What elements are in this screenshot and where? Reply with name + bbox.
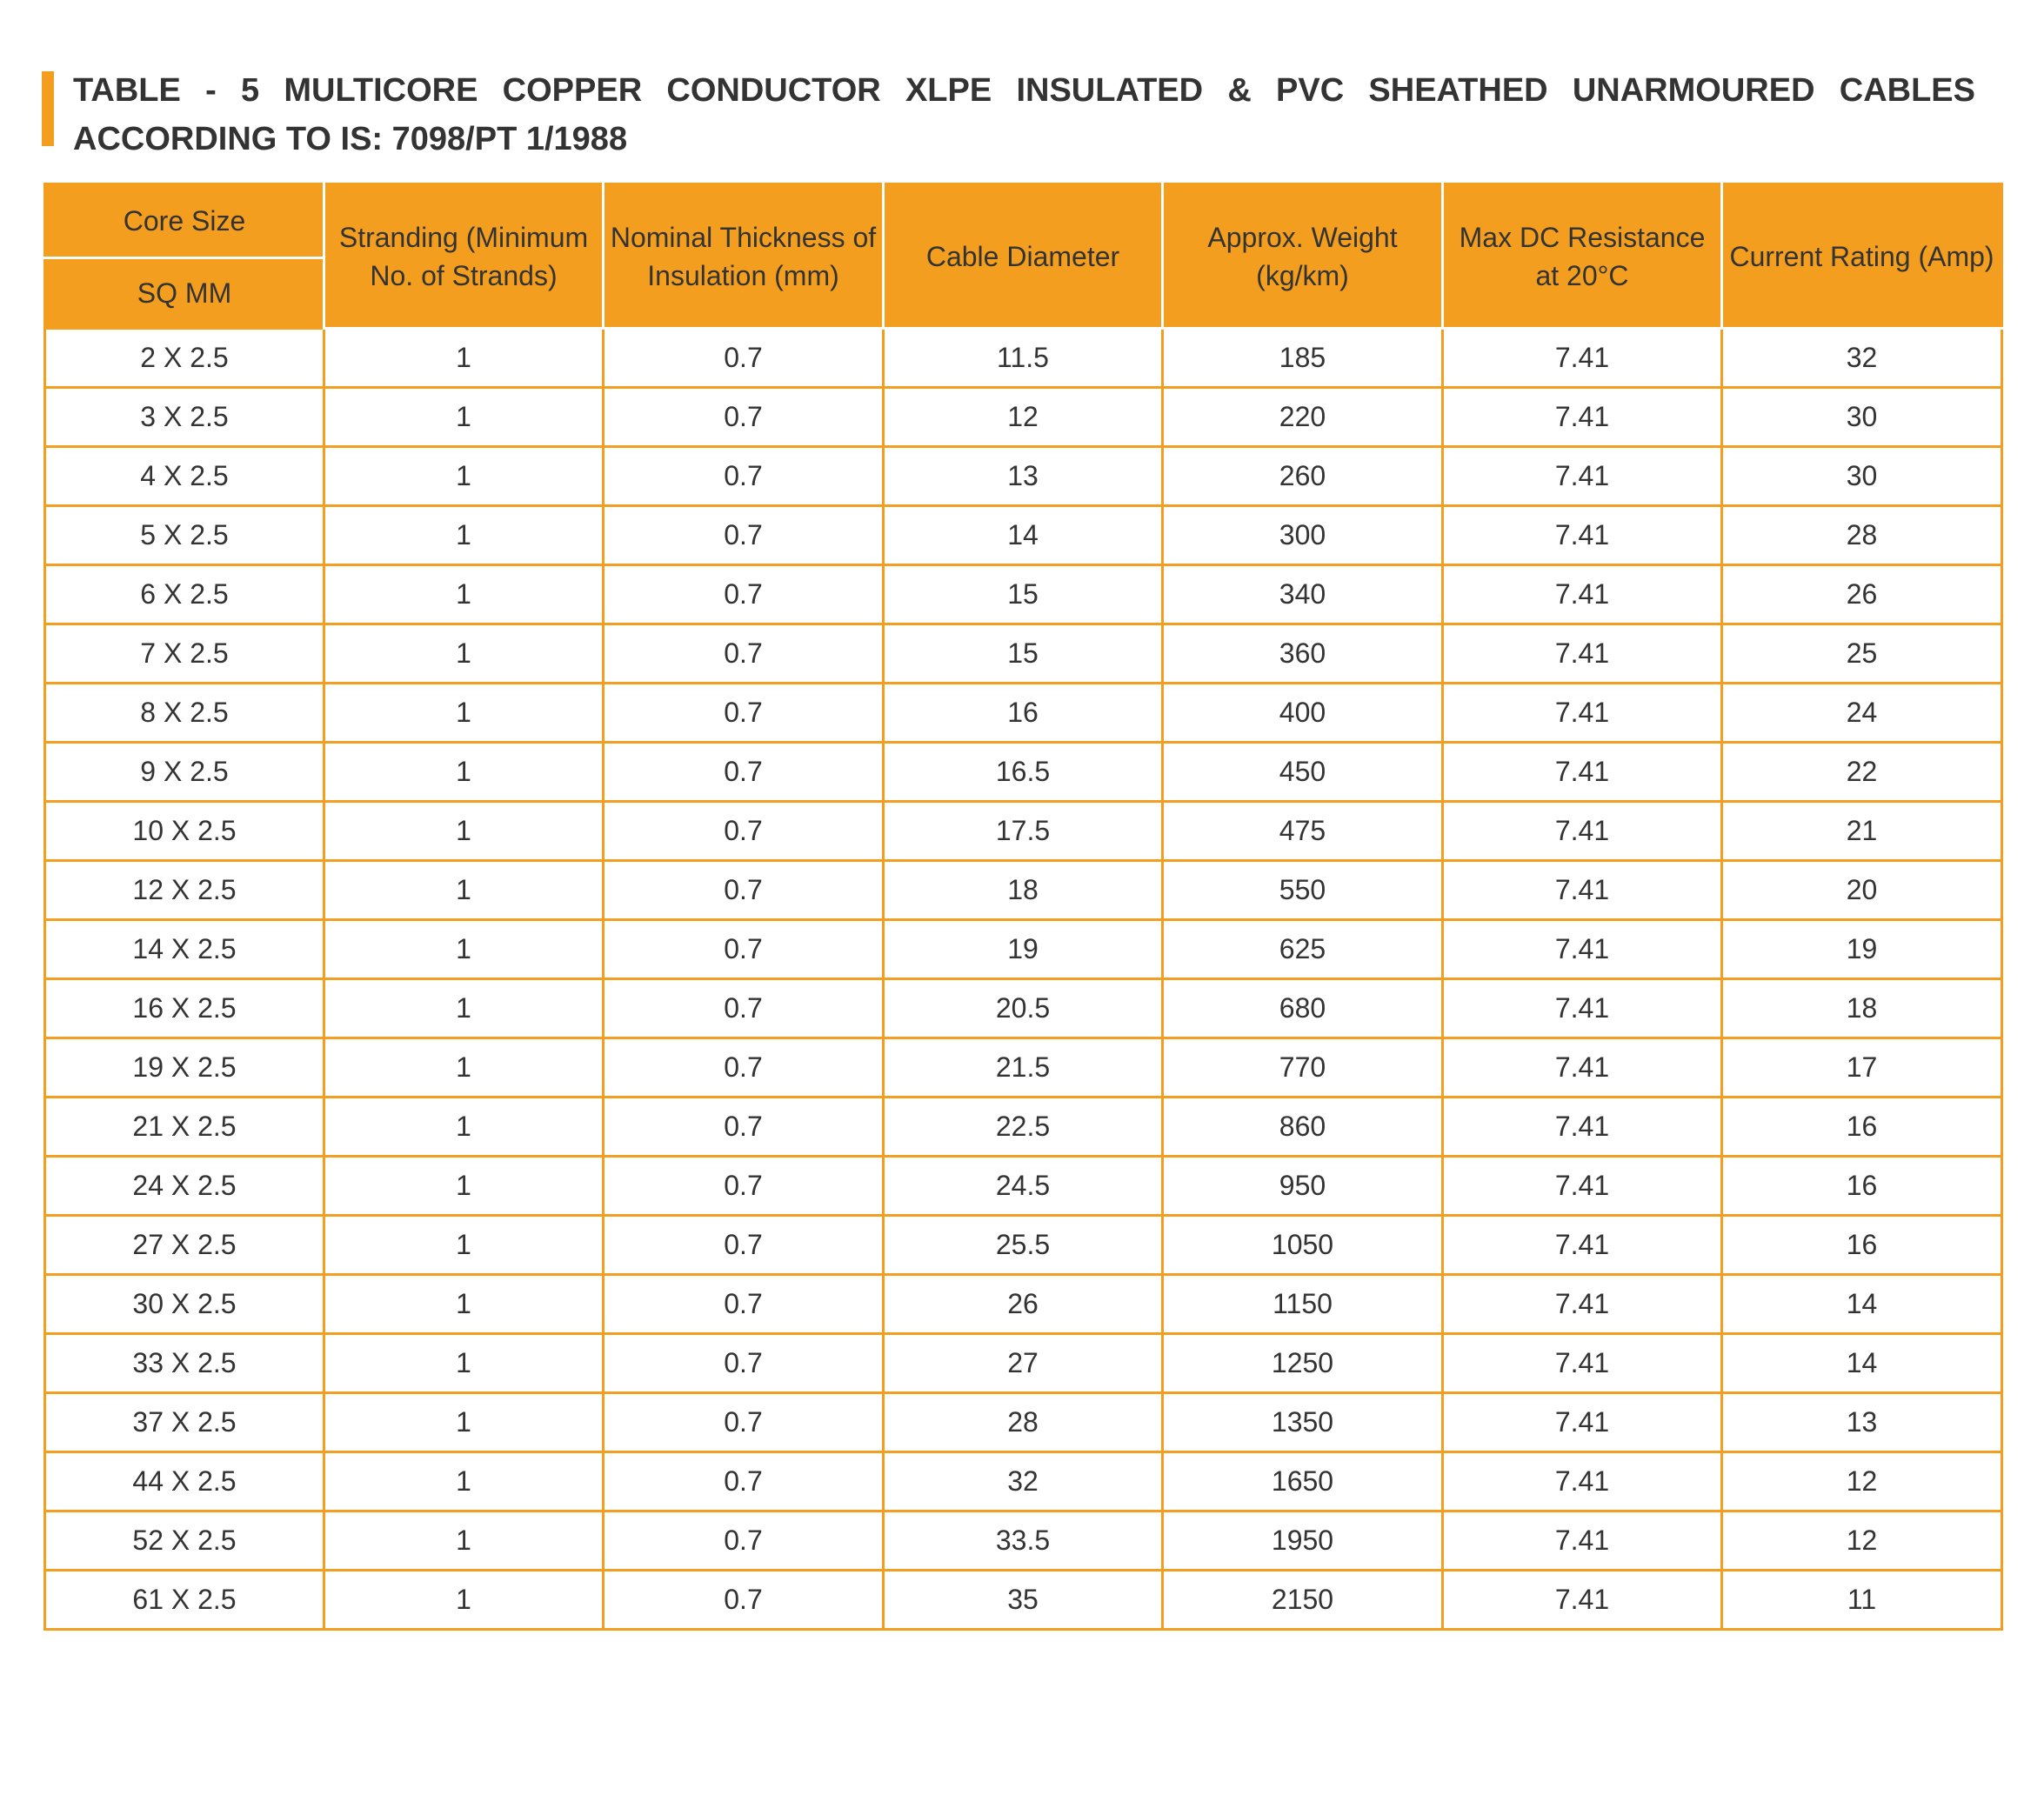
cell-stranding: 1 <box>324 447 604 506</box>
cell-max-dc-resistance: 7.41 <box>1443 1393 1722 1452</box>
cell-insulation-thickness: 0.7 <box>604 1098 884 1157</box>
cell-cable-diameter: 13 <box>884 447 1163 506</box>
cell-stranding: 1 <box>324 743 604 802</box>
cell-current-rating: 12 <box>1722 1511 2002 1571</box>
cell-approx-weight: 770 <box>1163 1038 1443 1098</box>
cell-approx-weight: 1650 <box>1163 1452 1443 1511</box>
cell-current-rating: 22 <box>1722 743 2002 802</box>
cell-stranding: 1 <box>324 979 604 1038</box>
table-row <box>45 979 2002 1038</box>
cell-current-rating: 17 <box>1722 1038 2002 1098</box>
cell-max-dc-resistance: 7.41 <box>1443 920 1722 979</box>
cable-spec-table <box>43 183 2003 1631</box>
table-row <box>45 920 2002 979</box>
cell-insulation-thickness: 0.7 <box>604 1571 884 1630</box>
cell-cable-diameter: 33.5 <box>884 1511 1163 1571</box>
cell-approx-weight: 1150 <box>1163 1275 1443 1334</box>
table-title-line-1: TABLE - 5 MULTICORE COPPER CONDUCTOR XLPE INSULATED & PVC SHEATHED UNARMOURED CABLES <box>73 72 1975 109</box>
cell-cable-diameter: 16.5 <box>884 743 1163 802</box>
table-title-block <box>42 71 1977 158</box>
cell-insulation-thickness: 0.7 <box>604 684 884 743</box>
cell-insulation-thickness: 0.7 <box>604 743 884 802</box>
cell-core-size: 2 X 2.5 <box>45 329 324 388</box>
cell-approx-weight: 340 <box>1163 565 1443 624</box>
cell-cable-diameter: 12 <box>884 388 1163 447</box>
cell-cable-diameter: 26 <box>884 1275 1163 1334</box>
cell-core-size: 10 X 2.5 <box>45 802 324 861</box>
cell-core-size: 3 X 2.5 <box>45 388 324 447</box>
cell-max-dc-resistance: 7.41 <box>1443 447 1722 506</box>
cell-max-dc-resistance: 7.41 <box>1443 743 1722 802</box>
cell-stranding: 1 <box>324 388 604 447</box>
cell-stranding: 1 <box>324 1098 604 1157</box>
cell-current-rating: 14 <box>1722 1334 2002 1393</box>
cell-core-size: 8 X 2.5 <box>45 684 324 743</box>
header-core-size: Core Size <box>45 184 324 258</box>
cell-approx-weight: 1250 <box>1163 1334 1443 1393</box>
header-approx-weight: Approx. Weight (kg/km) <box>1163 184 1443 329</box>
cell-stranding: 1 <box>324 1216 604 1275</box>
header-max-dc-resistance: Max DC Resistance at 20°C <box>1443 184 1722 329</box>
cell-max-dc-resistance: 7.41 <box>1443 1038 1722 1098</box>
cell-max-dc-resistance: 7.41 <box>1443 861 1722 920</box>
table-row <box>45 1038 2002 1098</box>
cell-core-size: 16 X 2.5 <box>45 979 324 1038</box>
header-current-rating: Current Rating (Amp) <box>1722 184 2002 329</box>
cell-stranding: 1 <box>324 802 604 861</box>
table-row <box>45 624 2002 684</box>
cell-cable-diameter: 22.5 <box>884 1098 1163 1157</box>
cell-cable-diameter: 25.5 <box>884 1216 1163 1275</box>
cell-insulation-thickness: 0.7 <box>604 388 884 447</box>
cell-cable-diameter: 35 <box>884 1571 1163 1630</box>
cell-approx-weight: 680 <box>1163 979 1443 1038</box>
cell-current-rating: 11 <box>1722 1571 2002 1630</box>
cell-core-size: 52 X 2.5 <box>45 1511 324 1571</box>
cell-max-dc-resistance: 7.41 <box>1443 1216 1722 1275</box>
cell-cable-diameter: 20.5 <box>884 979 1163 1038</box>
cell-approx-weight: 625 <box>1163 920 1443 979</box>
cell-max-dc-resistance: 7.41 <box>1443 1098 1722 1157</box>
cell-current-rating: 12 <box>1722 1452 2002 1511</box>
cell-insulation-thickness: 0.7 <box>604 1452 884 1511</box>
cell-approx-weight: 860 <box>1163 1098 1443 1157</box>
cell-stranding: 1 <box>324 684 604 743</box>
title-accent-bar <box>42 71 54 146</box>
cell-core-size: 4 X 2.5 <box>45 447 324 506</box>
cell-cable-diameter: 21.5 <box>884 1038 1163 1098</box>
cell-current-rating: 18 <box>1722 979 2002 1038</box>
table-row <box>45 1393 2002 1452</box>
cable-spec-table-container <box>43 183 2001 1631</box>
cell-approx-weight: 550 <box>1163 861 1443 920</box>
cell-max-dc-resistance: 7.41 <box>1443 1157 1722 1216</box>
cell-approx-weight: 450 <box>1163 743 1443 802</box>
table-title-line-2: ACCORDING TO IS: 7098/PT 1/1988 <box>73 121 628 157</box>
header-sq-mm: SQ MM <box>45 258 324 329</box>
header-insulation-thickness: Nominal Thickness of Insulation (mm) <box>604 184 884 329</box>
cell-current-rating: 13 <box>1722 1393 2002 1452</box>
cell-approx-weight: 2150 <box>1163 1571 1443 1630</box>
cell-cable-diameter: 32 <box>884 1452 1163 1511</box>
cell-insulation-thickness: 0.7 <box>604 506 884 565</box>
cell-stranding: 1 <box>324 1038 604 1098</box>
cell-max-dc-resistance: 7.41 <box>1443 1571 1722 1630</box>
table-row <box>45 1157 2002 1216</box>
cell-insulation-thickness: 0.7 <box>604 979 884 1038</box>
table-body <box>45 329 2002 1630</box>
cell-core-size: 12 X 2.5 <box>45 861 324 920</box>
cell-approx-weight: 1050 <box>1163 1216 1443 1275</box>
cell-max-dc-resistance: 7.41 <box>1443 624 1722 684</box>
cell-core-size: 5 X 2.5 <box>45 506 324 565</box>
header-cable-diameter: Cable Diameter <box>884 184 1163 329</box>
table-row <box>45 684 2002 743</box>
cell-max-dc-resistance: 7.41 <box>1443 506 1722 565</box>
table-row <box>45 802 2002 861</box>
table-row <box>45 1452 2002 1511</box>
cell-stranding: 1 <box>324 920 604 979</box>
cell-current-rating: 16 <box>1722 1216 2002 1275</box>
table-row <box>45 388 2002 447</box>
table-row <box>45 565 2002 624</box>
cell-core-size: 19 X 2.5 <box>45 1038 324 1098</box>
cell-approx-weight: 475 <box>1163 802 1443 861</box>
table-header <box>45 184 2002 329</box>
cell-core-size: 27 X 2.5 <box>45 1216 324 1275</box>
cell-approx-weight: 360 <box>1163 624 1443 684</box>
cell-current-rating: 26 <box>1722 565 2002 624</box>
cell-insulation-thickness: 0.7 <box>604 1157 884 1216</box>
cell-approx-weight: 950 <box>1163 1157 1443 1216</box>
cell-current-rating: 24 <box>1722 684 2002 743</box>
cell-cable-diameter: 11.5 <box>884 329 1163 388</box>
cell-core-size: 9 X 2.5 <box>45 743 324 802</box>
cell-max-dc-resistance: 7.41 <box>1443 329 1722 388</box>
header-stranding: Stranding (Minimum No. of Strands) <box>324 184 604 329</box>
cell-current-rating: 32 <box>1722 329 2002 388</box>
cell-current-rating: 16 <box>1722 1098 2002 1157</box>
cell-cable-diameter: 19 <box>884 920 1163 979</box>
cell-insulation-thickness: 0.7 <box>604 1038 884 1098</box>
cell-approx-weight: 220 <box>1163 388 1443 447</box>
cell-insulation-thickness: 0.7 <box>604 1275 884 1334</box>
cell-stranding: 1 <box>324 565 604 624</box>
cell-max-dc-resistance: 7.41 <box>1443 1452 1722 1511</box>
cell-approx-weight: 300 <box>1163 506 1443 565</box>
cell-max-dc-resistance: 7.41 <box>1443 1275 1722 1334</box>
cell-cable-diameter: 16 <box>884 684 1163 743</box>
table-row <box>45 506 2002 565</box>
cell-insulation-thickness: 0.7 <box>604 802 884 861</box>
cell-insulation-thickness: 0.7 <box>604 1216 884 1275</box>
cell-insulation-thickness: 0.7 <box>604 1393 884 1452</box>
cell-current-rating: 30 <box>1722 447 2002 506</box>
cell-current-rating: 14 <box>1722 1275 2002 1334</box>
cell-stranding: 1 <box>324 1511 604 1571</box>
cell-current-rating: 16 <box>1722 1157 2002 1216</box>
cell-core-size: 61 X 2.5 <box>45 1571 324 1630</box>
cell-max-dc-resistance: 7.41 <box>1443 1334 1722 1393</box>
cell-current-rating: 25 <box>1722 624 2002 684</box>
cell-max-dc-resistance: 7.41 <box>1443 802 1722 861</box>
cell-core-size: 33 X 2.5 <box>45 1334 324 1393</box>
cell-cable-diameter: 14 <box>884 506 1163 565</box>
cell-core-size: 6 X 2.5 <box>45 565 324 624</box>
cell-insulation-thickness: 0.7 <box>604 624 884 684</box>
table-row <box>45 1334 2002 1393</box>
cell-cable-diameter: 27 <box>884 1334 1163 1393</box>
cell-approx-weight: 260 <box>1163 447 1443 506</box>
table-row <box>45 861 2002 920</box>
cell-insulation-thickness: 0.7 <box>604 1334 884 1393</box>
cell-stranding: 1 <box>324 1157 604 1216</box>
cell-current-rating: 20 <box>1722 861 2002 920</box>
cell-core-size: 30 X 2.5 <box>45 1275 324 1334</box>
cell-insulation-thickness: 0.7 <box>604 920 884 979</box>
cell-approx-weight: 400 <box>1163 684 1443 743</box>
cell-current-rating: 28 <box>1722 506 2002 565</box>
table-row <box>45 1571 2002 1630</box>
cell-core-size: 24 X 2.5 <box>45 1157 324 1216</box>
cell-stranding: 1 <box>324 1571 604 1630</box>
cell-stranding: 1 <box>324 624 604 684</box>
cell-approx-weight: 1950 <box>1163 1511 1443 1571</box>
cell-stranding: 1 <box>324 1275 604 1334</box>
cell-insulation-thickness: 0.7 <box>604 861 884 920</box>
cell-core-size: 21 X 2.5 <box>45 1098 324 1157</box>
cell-core-size: 14 X 2.5 <box>45 920 324 979</box>
cell-cable-diameter: 15 <box>884 624 1163 684</box>
cell-stranding: 1 <box>324 1393 604 1452</box>
cell-core-size: 44 X 2.5 <box>45 1452 324 1511</box>
cell-cable-diameter: 17.5 <box>884 802 1163 861</box>
cell-core-size: 7 X 2.5 <box>45 624 324 684</box>
cell-insulation-thickness: 0.7 <box>604 447 884 506</box>
cell-stranding: 1 <box>324 329 604 388</box>
cell-insulation-thickness: 0.7 <box>604 329 884 388</box>
cell-stranding: 1 <box>324 506 604 565</box>
cell-cable-diameter: 15 <box>884 565 1163 624</box>
cell-cable-diameter: 28 <box>884 1393 1163 1452</box>
table-row <box>45 1275 2002 1334</box>
table-row <box>45 743 2002 802</box>
cell-cable-diameter: 18 <box>884 861 1163 920</box>
table-row <box>45 1511 2002 1571</box>
cell-core-size: 37 X 2.5 <box>45 1393 324 1452</box>
cell-current-rating: 21 <box>1722 802 2002 861</box>
cell-cable-diameter: 24.5 <box>884 1157 1163 1216</box>
table-row <box>45 329 2002 388</box>
cell-max-dc-resistance: 7.41 <box>1443 565 1722 624</box>
cell-max-dc-resistance: 7.41 <box>1443 684 1722 743</box>
cell-stranding: 1 <box>324 1334 604 1393</box>
cell-max-dc-resistance: 7.41 <box>1443 388 1722 447</box>
cell-stranding: 1 <box>324 1452 604 1511</box>
cell-current-rating: 19 <box>1722 920 2002 979</box>
table-row <box>45 447 2002 506</box>
table-title <box>73 66 1975 163</box>
cell-current-rating: 30 <box>1722 388 2002 447</box>
cell-insulation-thickness: 0.7 <box>604 1511 884 1571</box>
cell-approx-weight: 1350 <box>1163 1393 1443 1452</box>
cell-stranding: 1 <box>324 861 604 920</box>
cell-max-dc-resistance: 7.41 <box>1443 979 1722 1038</box>
cell-approx-weight: 185 <box>1163 329 1443 388</box>
cell-max-dc-resistance: 7.41 <box>1443 1511 1722 1571</box>
table-row <box>45 1098 2002 1157</box>
cell-insulation-thickness: 0.7 <box>604 565 884 624</box>
table-row <box>45 1216 2002 1275</box>
